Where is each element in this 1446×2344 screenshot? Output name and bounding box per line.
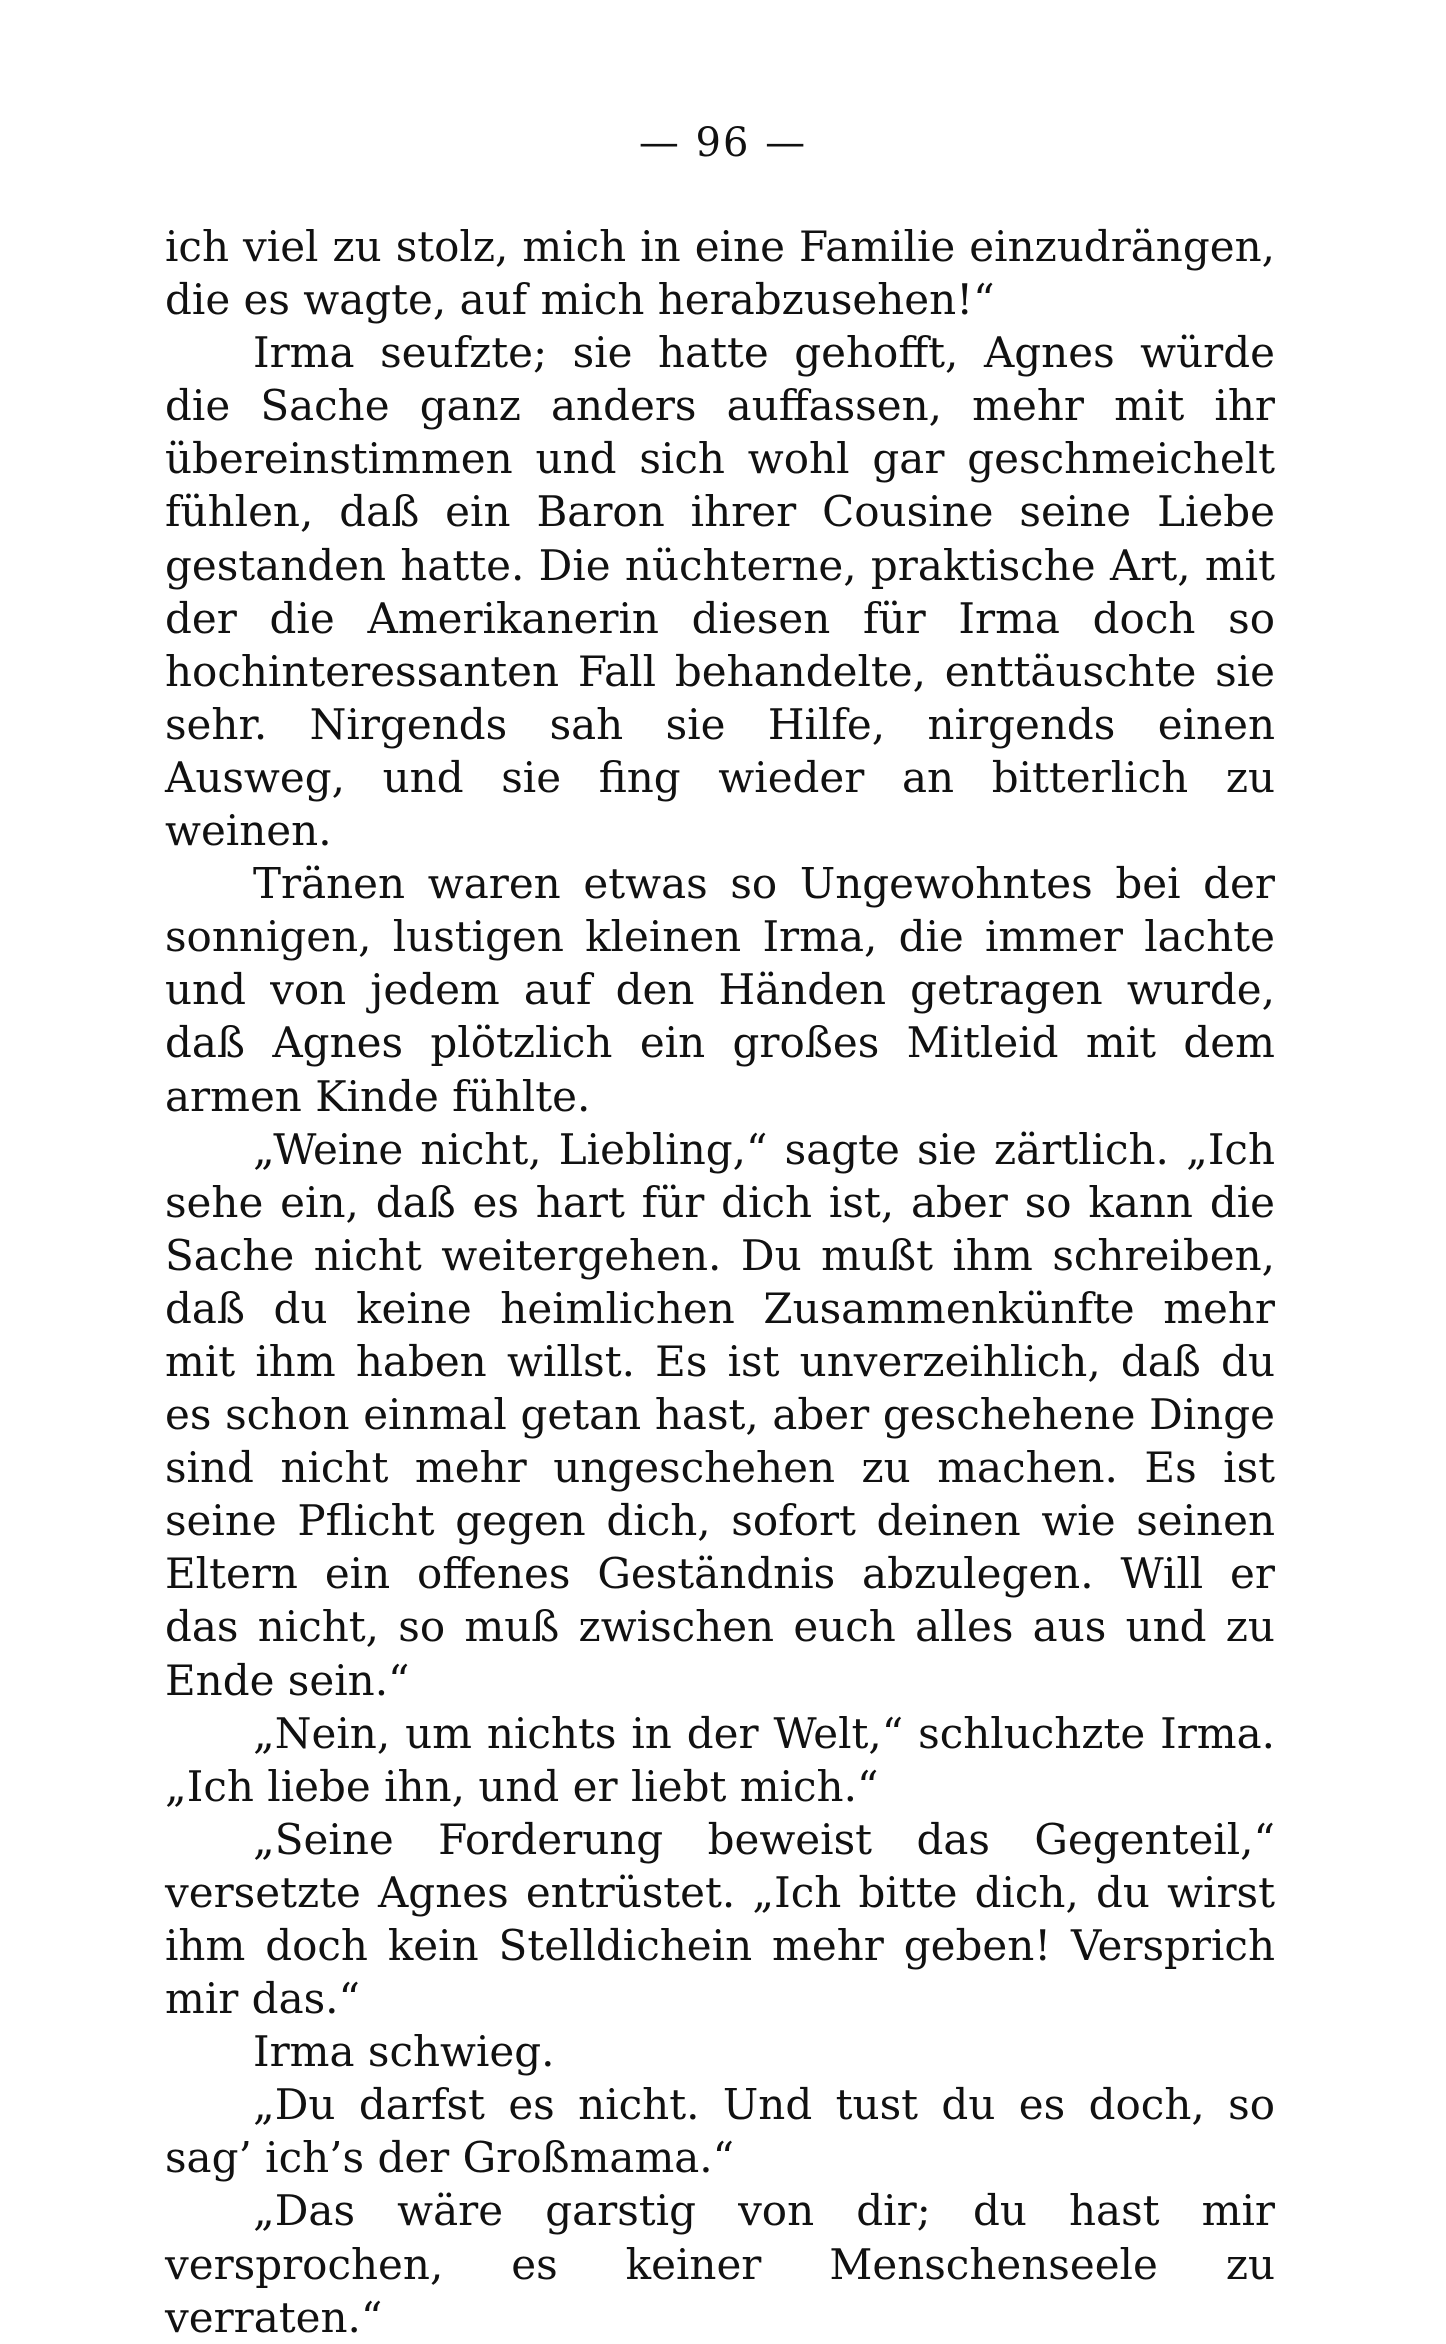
paragraph-1: ich viel zu stolz, mich in eine Familie einzudrängen, die es wagte, auf mich herabzusehen!“ — [165, 222, 1275, 325]
paragraph-2: Irma seufzte; sie hatte gehofft, Agnes würde die Sache ganz anders auffassen, mehr mit ihr übereinstimmen und sich wohl gar geschmeichelt fühlen, daß ein Baron ihrer Cousine seine Liebe gestanden hatte. Die nüchterne, praktische Art, mit der die Amerikanerin diesen für Irma doch so hochinteressanten Fall behandelte, enttäuschte sie sehr. Nirgends sah sie Hilfe, nirgends einen Ausweg, und sie fing wieder an bitterlich zu weinen. — [165, 328, 1275, 856]
paragraph-5: „Nein, um nichts in der Welt,“ schluchzte Irma. „Ich liebe ihn, und er liebt mich.“ — [165, 1708, 1275, 1811]
page-number: — 96 — — [638, 120, 808, 166]
paragraph-3: Tränen waren etwas so Ungewohntes bei der sonnigen, lustigen kleinen Irma, die immer lachte und von jedem auf den Händen getragen wurde, daß Agnes plötzlich ein großes Mitleid mit dem armen Kinde fühlte. — [165, 859, 1275, 1121]
paragraph-8: „Du darfst es nicht. Und tust du es doch, so sag’ ich’s der Großmama.“ — [165, 2080, 1275, 2183]
paragraph-7: Irma schwieg. — [253, 2027, 555, 2077]
paragraph-4: „Weine nicht, Liebling,“ sagte sie zärtlich. „Ich sehe ein, daß es hart für dich ist, aber so kann die Sache nicht weitergehen. Du mußt ihm schreiben, daß du keine heimlichen Zusammenkünfte mehr mit ihm haben willst. Es ist unverzeihlich, daß du es schon einmal getan hast, aber geschehene Dinge sind nicht mehr ungeschehen zu machen. Es ist seine Pflicht gegen dich, sofort deinen wie seinen Eltern ein offenes Geständnis abzulegen. Will er das nicht, so muß zwischen euch alles aus und zu Ende sein.“ — [165, 1124, 1275, 1705]
body-text — [165, 220, 1275, 2344]
paragraph-9: „Das wäre garstig von dir; du hast mir versprochen, es keiner Menschenseele zu verraten.“ — [165, 2186, 1275, 2342]
paragraph-6: „Seine Forderung beweist das Gegenteil,“ versetzte Agnes entrüstet. „Ich bitte dich, du wirst ihm doch kein Stelldichein mehr geben! Versprich mir das.“ — [165, 1814, 1275, 2024]
